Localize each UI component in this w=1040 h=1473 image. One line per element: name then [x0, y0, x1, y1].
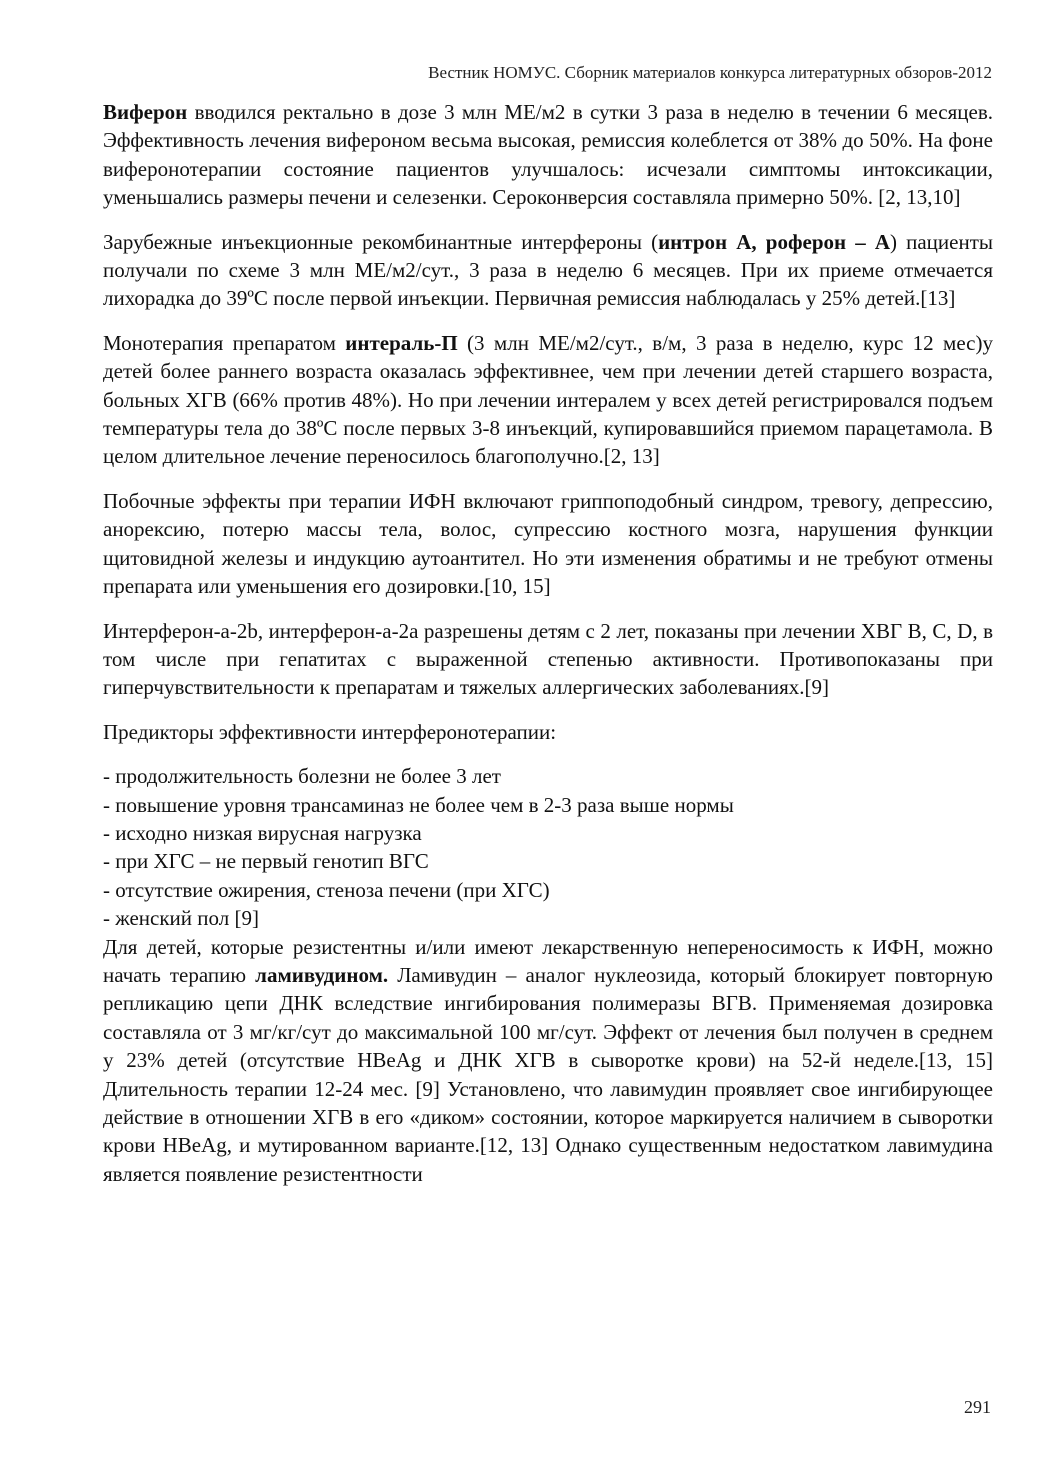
paragraph-interal: Монотерапия препаратом интераль-П (3 млн МЕ/м2/сут., в/м, 3 раза в неделю, курс 12 мес)у детей более раннего возраста оказалась эффективнее, чем при лечении детей старшего возраста, больных ХГВ (66% против 48%). Но при лечении интералем у всех детей регистрировался подъем температуры тела до 38ºС после первых 3-8 инъекций, купировавшийся приемом парацетамола. В целом длительное лечение переносилось благополучно.[2, 13]	[103, 330, 993, 469]
list-item: - женский пол [9]	[103, 906, 259, 931]
paragraph-predictors-heading: Предикторы эффективности интерферонотерапии:	[103, 719, 557, 744]
paragraph-viferon: Виферон вводился ректально в дозе 3 млн МЕ/м2 в сутки 3 раза в неделю в течении 6 месяцев. Эффективность лечения вифероном весьма высокая, ремиссия колеблется от 38% до 50%. На фоне виферонотерапии состояние пациентов улучшалось: исчезали симптомы интоксикации, уменьшались размеры печени и селезенки. Сероконверсия составляла примерно 50%. [2, 13,10]	[103, 100, 993, 210]
drug-name-interal: интераль-П	[345, 330, 458, 355]
list-item: - исходно низкая вирусная нагрузка	[103, 820, 422, 845]
list-item: - отсутствие ожирения, стеноза печени (при ХГС)	[103, 877, 550, 902]
predictors-list	[103, 762, 993, 932]
list-item: - при ХГС – не первый генотип ВГС	[103, 849, 429, 874]
drug-name-lamivudine: ламивудином.	[255, 962, 389, 987]
list-item: - повышение уровня трансаминаз не более чем в 2-3 раза выше нормы	[103, 792, 734, 817]
list-item: - продолжительность болезни не более 3 лет	[103, 764, 501, 789]
paragraph-interferon-alpha: Интерферон-а-2b, интерферон-а-2а разрешены детям с 2 лет, показаны при лечении ХВГ В, С, D, в том числе при гепатитах с выраженной степенью активности. Противопоказаны при гиперчувствительности к препаратам и тяжелых аллергических заболеваниях.[9]	[103, 618, 993, 700]
drug-name-viferon: Виферон	[103, 100, 188, 124]
page-number: 291	[964, 1397, 991, 1417]
paragraph-lamivudine: Для детей, которые резистентны и/или имеют лекарственную непереносимость к ИФН, можно начать терапию ламивудином. Ламивудин – аналог нуклеозида, который блокирует повторную репликацию цепи ДНК вследствие ингибирования полимеразы ВГВ. Применяемая дозировка составляла от 3 мг/кг/сут до максимальной 100 мг/сут. Эффект от лечения был получен в среднем у 23% детей (отсутствие HBeAg и ДНК ХГВ в сыворотке крови) на 52-й неделе.[13, 15] Длительность терапии 12-24 мес. [9] Установлено, что лавимудин проявляет свое ингибирующее действие в отношении ХГВ в его «диком» состоянии, которое маркируется наличием в сыворотки крови HBeAg, и мутированном варианте.[12, 13] Однако существенным недостатком лавимудина является появление резистентности	[103, 934, 993, 1186]
paragraph-foreign-interferons: Зарубежные инъекционные рекомбинантные интерфероны (интрон А, роферон – А) пациенты получали по схеме 3 млн МЕ/м2/сут., 3 раза в неделю 6 месяцев. При их приеме отмечается лихорадка до 39ºС после первой инъекции. Первичная ремиссия наблюдалась у 25% детей.[13]	[103, 229, 993, 311]
body-text	[103, 98, 993, 1188]
paragraph-side-effects: Побочные эффекты при терапии ИФН включают гриппоподобный синдром, тревогу, депрессию, анорексию, потерю массы тела, волос, супрессию костного мозга, нарушения функции щитовидной железы и индукцию аутоантител. Но эти изменения обратимы и не требуют отмены препарата или уменьшения его дозировки.[10, 15]	[103, 488, 993, 599]
drug-name-intron-roferon: интрон А, роферон – А	[658, 229, 890, 254]
running-header: Вестник НОМУС. Сборник материалов конкурса литературных обзоров-2012	[428, 63, 992, 82]
